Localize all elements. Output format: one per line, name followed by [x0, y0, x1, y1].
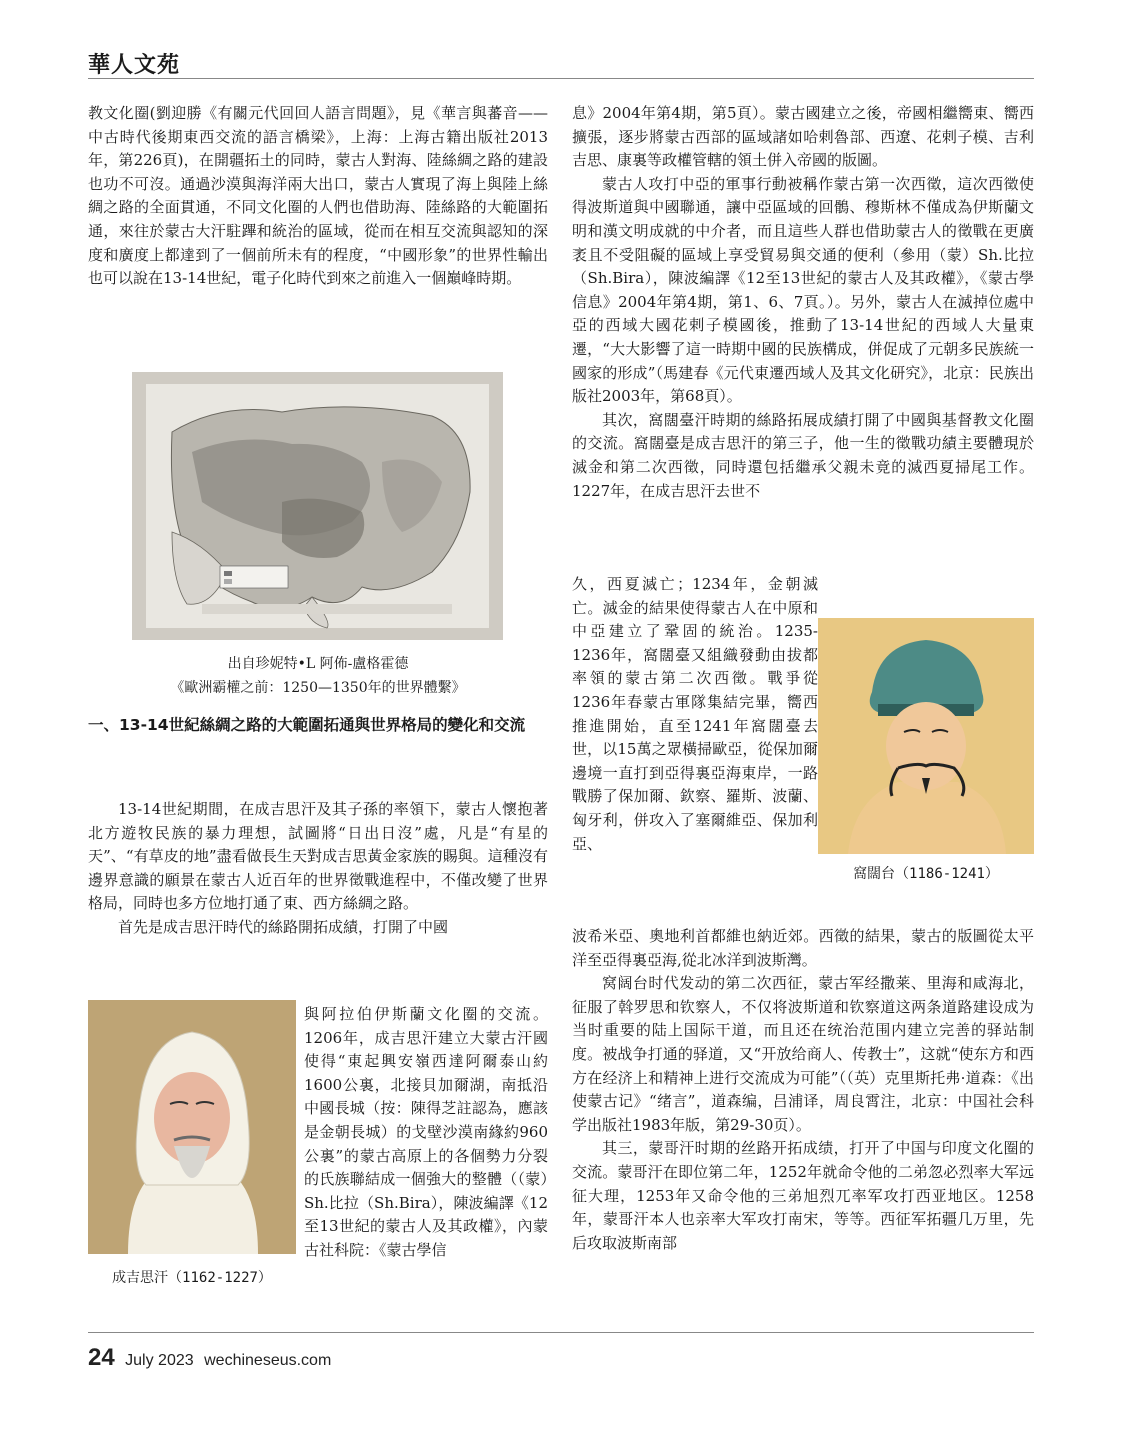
- first-paragraph-wrap: 與阿拉伯伊斯蘭文化圈的交流。1206年，成吉思汗建立大蒙古汗國使得“東起興安嶺西達阿爾泰山約1600公裏，北接貝加爾湖，南抵沿中國長城（按：陳得芝註認為，應該是金朝長城）的戈壁沙漠南緣約960公裏”的蒙古高原上的各個勢力分裂的氏族聯結成一個強大的整體（（蒙）Sh.比拉（Sh.Bira），陳波編譯《12至13世紀的蒙古人及其政權》，內蒙古社科院：《蒙古學信: [304, 1005, 548, 1259]
- issue-date: July 2023: [125, 1352, 194, 1369]
- website: wechineseus.com: [204, 1352, 332, 1369]
- page-footer: [88, 1344, 331, 1372]
- page-number: 24: [88, 1344, 115, 1371]
- first-paragraph-lead: 首先是成吉思汗時代的絲路開拓成績，打開了中國: [118, 917, 449, 936]
- left-section-paragraphs: [88, 798, 548, 940]
- section-paragraph: 13-14世紀期間，在成吉思汗及其子孫的率領下，蒙古人懷抱著北方遊牧民族的暴力理想，試圖將“日出日沒”處，凡是“有星的天”、“有草皮的地”盡看做長生天對成吉思黃金家族的賜與。這種沒有邊界意識的願景在蒙古人近百年的世界徵戰進程中，不僅改變了世界格局，同時也多方位地打通了東、西方絲綢之路。: [88, 800, 548, 913]
- ogedei-khan-portrait: [818, 618, 1034, 854]
- map-caption-source: 出自珍妮特•L 阿佈-盧格霍德: [227, 656, 409, 672]
- historical-map-figure: [132, 372, 503, 640]
- first-western-expedition-paragraph: 蒙古人攻打中亞的軍事行動被稱作蒙古第一次西徵，這次西徵使得波斯道與中國聯通，讓中亞區域的回鶻、穆斯林不僅成為伊斯蘭文明和漢文明成就的中介者，而且這些人群也借助蒙古人的徵戰在更廣袤且不受阻礙的區域上享受貿易與交通的便利（參用（蒙）Sh.比拉（Sh.Bira），陳波編譯《12至13世紀的蒙古人及其政權》，《蒙古學信息》2004年第4期，第1、6、7頁。）。另外，蒙古人在滅掉位處中亞的西域大國花剌子模國後，推動了13-14世紀的西域人大量東遷，“大大影響了這一時期中國的民族構成，併促成了元朝多民族統一國家的形成”（馬建春《元代東遷西域人及其文化研究》，北京：民族出版社2003年，第68頁）。: [572, 174, 1034, 406]
- section-heading: 一、13-14世紀絲綢之路的大範圍拓通與世界格局的變化和交流: [88, 716, 526, 734]
- ogedei-khan-caption: 窩闊台（1186-1241）: [853, 866, 999, 882]
- genghis-khan-caption: 成吉思汗（1162-1227）: [112, 1270, 272, 1286]
- ogedei-khan-image: [818, 618, 1034, 854]
- continuation-paragraph: 息》2004年第4期，第5頁）。蒙古國建立之後，帝國相繼嚮東、嚮西擴張，逐步將蒙古西部的區域諸如哈剌魯部、西遼、花剌子模、吉利吉思、康裏等政權管轄的領土併入帝國的版圖。: [572, 104, 1034, 170]
- genghis-khan-portrait: [88, 1000, 296, 1254]
- header-rule: [88, 78, 1034, 79]
- second-paragraph-wrap: 久，西夏滅亡；1234年，金朝滅亡。滅金的結果使得蒙古人在中原和中亞建立了鞏固的統治。1235-1236年，窩闊臺又組織發動由拔都率領的蒙古第二次西徵。戰爭從1236年春蒙古軍隊集結完畢，嚮西推進開始，直至1241年窩闊臺去世，以15萬之眾橫掃歐亞，從保加爾邊境一直打到亞得裏亞海東岸，一路戰勝了保加爾、欽察、羅斯、波蘭、匈牙利，併攻入了塞爾維亞、保加利亞、: [572, 575, 818, 853]
- map-caption-book: 《歐洲霸權之前：1250—1350年的世界體繫》: [170, 680, 466, 696]
- fourth-paragraph: 其三，蒙哥汗时期的丝路开拓成绩，打开了中国与印度文化圈的交流。蒙哥汗在即位第二年，1252年就命令他的二弟忽必烈率大军远征大理，1253年又命令他的三弟旭烈兀率军攻打西亚地区。1258年，蒙哥汗本人也亲率大军攻打南宋，等等。西征军拓疆几万里，先后攻取波斯南部: [572, 1139, 1034, 1252]
- second-paragraph-tail: 波希米亞、奧地利首都維也納近郊。西徵的結果，蒙古的版圖從太平洋至亞得裏亞海,從北冰洋到波斯灣。: [572, 927, 1034, 969]
- magazine-header-title: 華人文苑: [88, 52, 181, 78]
- right-column-top: [572, 102, 1034, 503]
- intro-text: 教文化圈(劉迎勝《有關元代回回人語言問題》，見《華言與蕃音——中古時代後期東西交流的語言橋梁》，上海：上海古籍出版社2013年，第226頁)，在開疆拓土的同時，蒙古人對海、陸絲綢之路的建設也功不可沒。通過沙漠與海洋兩大出口，蒙古人實現了海上與陸上絲綢之路的全面貫通，不同文化圈的人們也借助海、陸絲路的大範圍拓通，來往於蒙古大汗駐蹕和統治的區域，從而在相互交流與認知的深度和廣度上都達到了一個前所未有的程度，“中國形象”的世界性輸出也可以說在13-14世紀，電子化時代到來之前進入一個巔峰時期。: [88, 104, 548, 288]
- left-intro-paragraph: [88, 102, 548, 291]
- mongol-empire-map-image: [132, 372, 503, 640]
- genghis-khan-image: [88, 1000, 296, 1254]
- footer-rule: [88, 1332, 1034, 1333]
- third-paragraph: 窝阔台时代发动的第二次西征，蒙古军经撒莱、里海和咸海北，征服了斡罗思和钦察人，不仅将波斯道和钦察道这两条道路建设成为当时重要的陆上国际干道，而且还在统治范围内建立完善的驿站制度。被战争打通的驿道，又“开放给商人、传教士”，这就“使东方和西方在经济上和精神上进行交流成为可能”（（英）克里斯托弗·道森：《出使蒙古记》“绪言”，道森编，吕浦译，周良霄注，北京：中国社会科学出版社1983年版，第29-30页）。: [572, 974, 1034, 1134]
- right-column-bottom: [572, 925, 1034, 1255]
- second-paragraph-lead: 其次，窩闊臺汗時期的絲路拓展成績打開了中國與基督教文化圈的交流。窩闊臺是成吉思汗的第三子，他一生的徵戰功績主要體現於滅金和第二次西徵，同時還包括繼承父親未竟的滅西夏掃尾工作。1227年，在成吉思汗去世不: [572, 410, 1034, 500]
- map-caption: [88, 652, 548, 700]
